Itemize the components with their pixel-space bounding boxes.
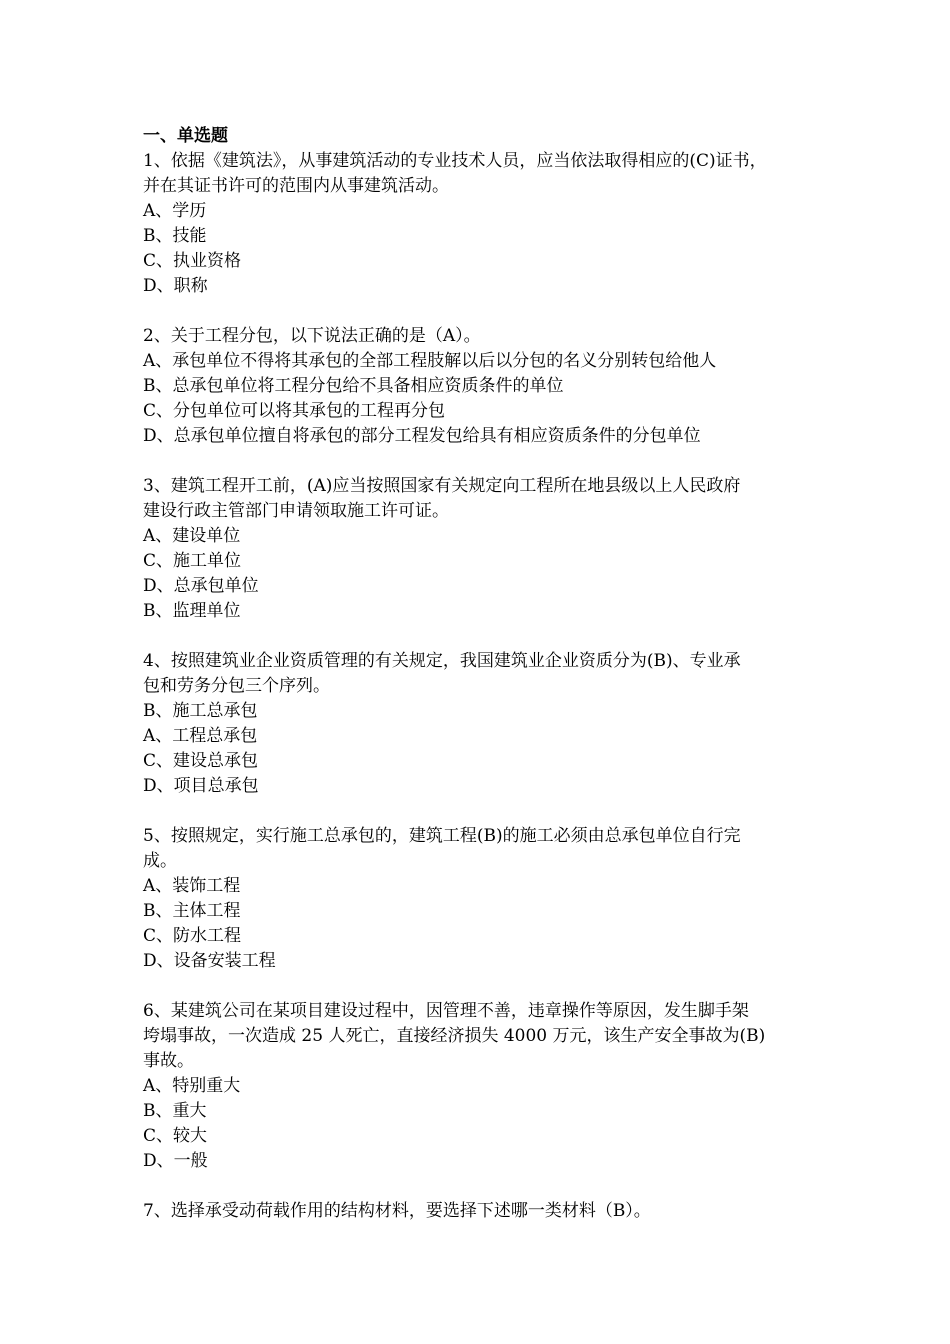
option-a: A、建设单位 <box>143 526 241 546</box>
option-d: D、一般 <box>143 1151 208 1171</box>
option-c: C、建设总承包 <box>143 751 259 771</box>
option-b: B、技能 <box>143 226 207 246</box>
option-d: D、总承包单位擅自将承包的部分工程发包给具有相应资质条件的分包单位 <box>143 426 701 446</box>
option-b: B、重大 <box>143 1101 207 1121</box>
question-stem-line: 5、按照规定，实行施工总承包的，建筑工程(B)的施工必须由总承包单位自行完 <box>143 826 741 846</box>
question-2 <box>143 324 823 449</box>
option-c: C、分包单位可以将其承包的工程再分包 <box>143 401 446 421</box>
question-3 <box>143 474 823 624</box>
question-stem-line: 6、某建筑公司在某项目建设过程中，因管理不善，违章操作等原因，发生脚手架 <box>143 1001 749 1021</box>
question-stem-line: 垮塌事故，一次造成 25 人死亡，直接经济损失 4000 万元，该生产安全事故为(B) <box>143 1026 766 1046</box>
option-d: D、总承包单位 <box>143 576 259 596</box>
option-c: C、较大 <box>143 1126 208 1146</box>
question-stem-line: 4、按照建筑业企业资质管理的有关规定，我国建筑业企业资质分为(B)、专业承 <box>143 651 741 671</box>
option-a: A、学历 <box>143 201 207 221</box>
question-stem-line: 7、选择承受动荷载作用的结构材料，要选择下述哪一类材料（B）。 <box>143 1201 651 1221</box>
question-4 <box>143 649 823 799</box>
option-b: B、监理单位 <box>143 601 241 621</box>
option-a: A、装饰工程 <box>143 876 241 896</box>
section-title: 一、单选题 <box>143 126 228 146</box>
question-5 <box>143 824 823 974</box>
question-stem-line: 1、依据《建筑法》，从事建筑活动的专业技术人员，应当依法取得相应的(C)证书， <box>143 151 767 171</box>
option-c: C、施工单位 <box>143 551 242 571</box>
option-a: A、工程总承包 <box>143 726 258 746</box>
question-stem-line: 事故。 <box>143 1051 194 1071</box>
question-7 <box>143 1199 823 1224</box>
option-c: C、执业资格 <box>143 251 242 271</box>
option-c: C、防水工程 <box>143 926 242 946</box>
option-a: A、承包单位不得将其承包的全部工程肢解以后以分包的名义分别转包给他人 <box>143 351 717 371</box>
option-b: B、总承包单位将工程分包给不具备相应资质条件的单位 <box>143 376 564 396</box>
question-1 <box>143 149 823 299</box>
document-page <box>143 124 823 1249</box>
option-d: D、设备安装工程 <box>143 951 276 971</box>
option-b: B、主体工程 <box>143 901 241 921</box>
question-stem-line: 2、关于工程分包，以下说法正确的是（A）。 <box>143 326 481 346</box>
option-b: B、施工总承包 <box>143 701 258 721</box>
question-stem-line: 成。 <box>143 851 177 871</box>
question-stem-line: 并在其证书许可的范围内从事建筑活动。 <box>143 176 449 196</box>
question-stem-line: 包和劳务分包三个序列。 <box>143 676 330 696</box>
option-d: D、项目总承包 <box>143 776 259 796</box>
question-stem-line: 建设行政主管部门申请领取施工许可证。 <box>143 501 449 521</box>
option-d: D、职称 <box>143 276 208 296</box>
question-stem-line: 3、建筑工程开工前，(A)应当按照国家有关规定向工程所在地县级以上人民政府 <box>143 476 741 496</box>
option-a: A、特别重大 <box>143 1076 241 1096</box>
question-6 <box>143 999 823 1174</box>
